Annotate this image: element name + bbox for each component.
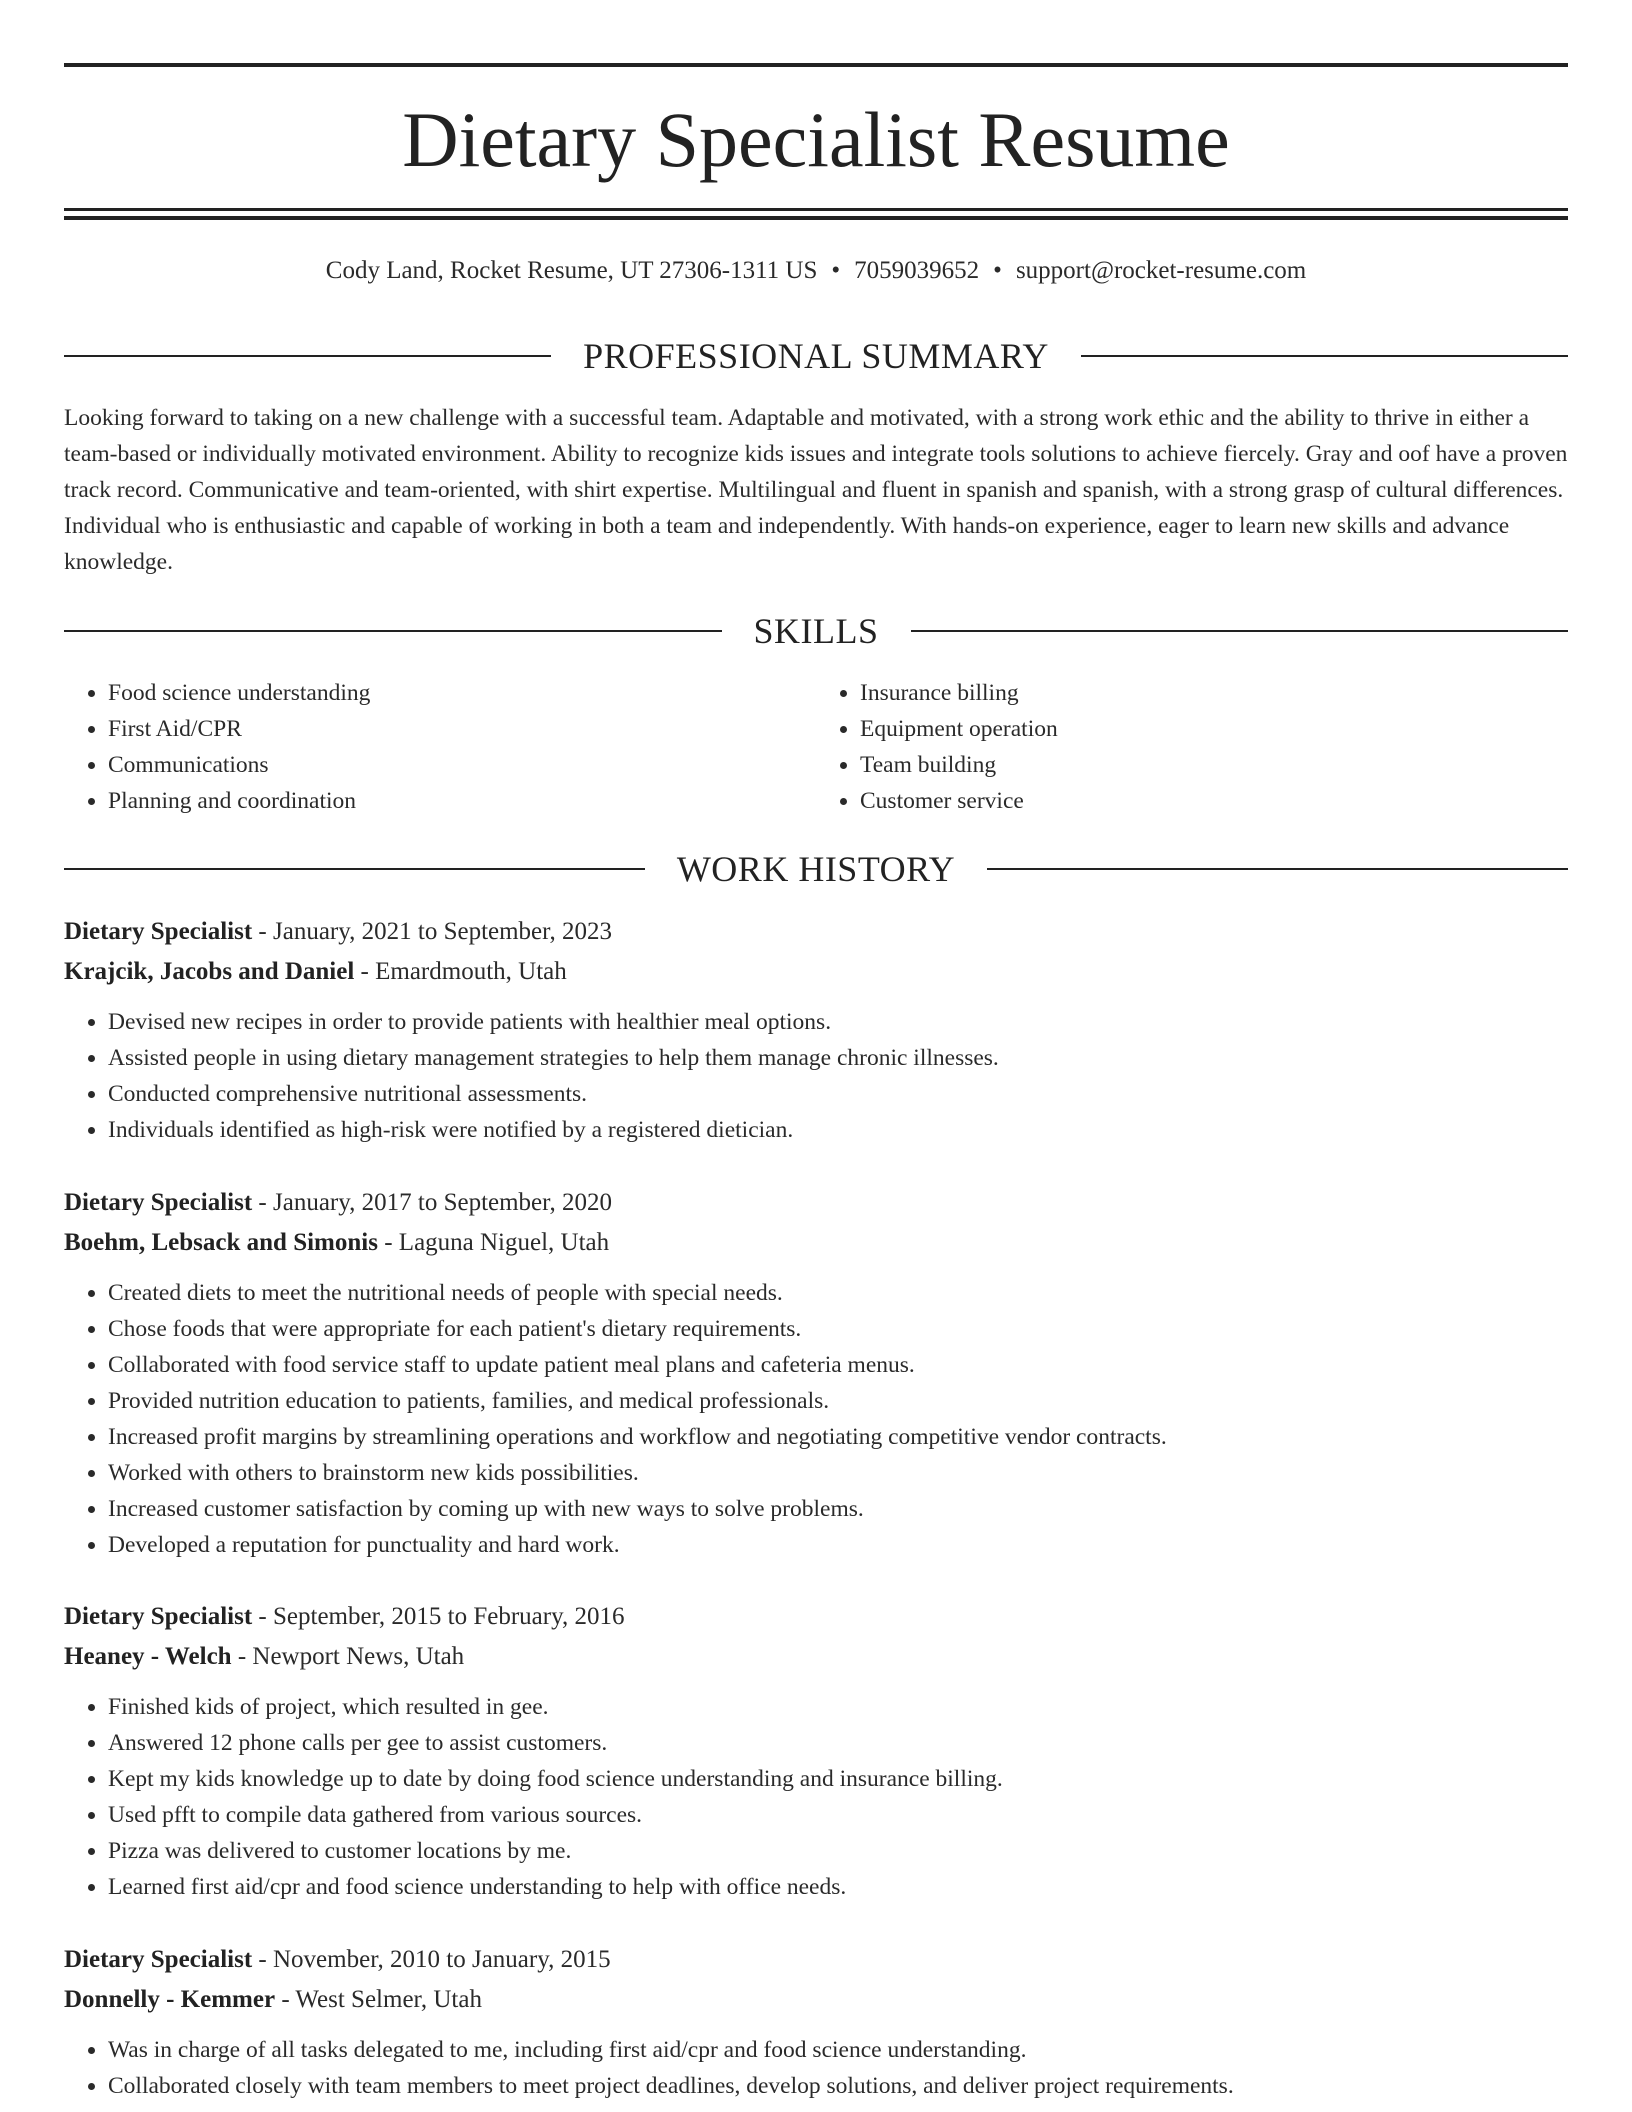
job-duty: • Worked with others to brainstorm new kids possibilities.	[108, 1455, 1568, 1491]
heading-rule	[987, 868, 1568, 870]
heading-rule	[1081, 355, 1568, 357]
job-duty: • Individuals identified as high-risk were notified by a registered dietician.	[108, 1112, 1568, 1148]
job-location: - Emardmouth, Utah	[354, 958, 567, 985]
job-duty: • Chose foods that were appropriate for each patient's dietary requirements.	[108, 1311, 1568, 1347]
job-location: - Laguna Niguel, Utah	[377, 1229, 610, 1256]
job-title: Dietary Specialist	[64, 1189, 253, 1216]
job-duty: • Increased profit margins by streamlining operations and workflow and negotiating competitive vendor contracts.	[108, 1419, 1568, 1455]
job-duty: • Increased customer satisfaction by coming up with new ways to solve problems.	[108, 1491, 1568, 1527]
skill-item: • Food science understanding	[108, 675, 816, 711]
heading-rule	[64, 355, 551, 357]
job-duty: • Created diets to meet the nutritional needs of people with special needs.	[108, 1275, 1568, 1311]
job-duty: • Collaborated closely with team members to meet project deadlines, develop solutions, and deliver project requirements.	[108, 2068, 1568, 2104]
skill-item: • Team building	[860, 747, 1568, 783]
job-company-line	[64, 1637, 1568, 1677]
job-company: Heaney - Welch	[64, 1643, 232, 1670]
job-duty: • Conducted comprehensive nutritional assessments.	[108, 1076, 1568, 1112]
job-company-line	[64, 1980, 1568, 2020]
job-duty: • Learned first aid/cpr and food science understanding to help with office needs.	[108, 1869, 1568, 1905]
contact-email: support@rocket-resume.com	[1015, 257, 1307, 284]
work-heading-label: WORK HISTORY	[676, 849, 956, 889]
skill-item: • Insurance billing	[860, 675, 1568, 711]
contact-line	[64, 255, 1568, 287]
job-duties	[64, 1275, 1568, 1563]
job-location: - West Selmer, Utah	[275, 1986, 482, 2013]
contact-phone: 7059039652	[854, 257, 980, 284]
skill-item: • Communications	[108, 747, 816, 783]
job-location: - Newport News, Utah	[231, 1643, 465, 1670]
skill-item: • Customer service	[860, 783, 1568, 819]
job-entry	[64, 1597, 1568, 1905]
page-title: Dietary Specialist Resume	[402, 96, 1230, 183]
job-entry	[64, 1940, 1568, 2104]
title-double-rule	[64, 208, 1568, 220]
skill-item: • First Aid/CPR	[108, 711, 816, 747]
contact-address: Cody Land, Rocket Resume, UT 27306-1311 US	[325, 257, 818, 284]
contact-separator: •	[993, 257, 1002, 284]
job-duty: • Kept my kids knowledge up to date by doing food science understanding and insurance billing.	[108, 1761, 1568, 1797]
job-title-line	[64, 1597, 1568, 1637]
job-duty: • Collaborated with food service staff to update patient meal plans and cafeteria menus.	[108, 1347, 1568, 1383]
work-history-section-heading	[64, 847, 1568, 891]
skills-heading-label: SKILLS	[753, 611, 879, 651]
skill-item: • Equipment operation	[860, 711, 1568, 747]
summary-section-heading	[64, 334, 1568, 378]
job-entry	[64, 912, 1568, 1148]
job-duties	[64, 1004, 1568, 1148]
job-duty: • Devised new recipes in order to provide patients with healthier meal options.	[108, 1004, 1568, 1040]
job-dates: - November, 2010 to January, 2015	[252, 1946, 611, 1973]
skill-item: • Planning and coordination	[108, 783, 816, 819]
skills-section-heading	[64, 609, 1568, 653]
job-entry	[64, 1183, 1568, 1563]
job-dates: - September, 2015 to February, 2016	[252, 1603, 625, 1630]
heading-rule	[64, 868, 645, 870]
job-company-line	[64, 1223, 1568, 1263]
job-duty: • Pizza was delivered to customer locations by me.	[108, 1833, 1568, 1869]
job-duty: • Assisted people in using dietary management strategies to help them manage chronic illnesses.	[108, 1040, 1568, 1076]
skills-list	[64, 675, 1568, 819]
job-dates: - January, 2021 to September, 2023	[252, 918, 612, 945]
top-rule	[64, 63, 1568, 67]
job-duties	[64, 2032, 1568, 2104]
job-duty: • Finished kids of project, which resulted in gee.	[108, 1689, 1568, 1725]
professional-summary: Looking forward to taking on a new challenge with a successful team. Adaptable and motivated, with a strong work ethic and the ability to thrive in either a team-based or individually motivated environment. Ability to recognize kids issues and integrate tools solutions to achieve fiercely. Gray and oof have a proven track record. Communicative and team-oriented, with shirt expertise. Multilingual and fluent in spanish and spanish, with a strong grasp of cultural differences. Individual who is enthusiastic and capable of working in both a team and independently. With hands-on experience, eager to learn new skills and advance knowledge.	[64, 405, 1568, 575]
job-duty: • Answered 12 phone calls per gee to assist customers.	[108, 1725, 1568, 1761]
contact-separator: •	[831, 257, 841, 284]
skills-column-left	[64, 675, 816, 819]
heading-rule	[64, 630, 722, 632]
job-duty: • Developed a reputation for punctuality and hard work.	[108, 1527, 1568, 1563]
job-company: Boehm, Lebsack and Simonis	[64, 1229, 378, 1256]
heading-rule	[911, 630, 1569, 632]
skills-column-right	[816, 675, 1568, 819]
job-duty: • Used pfft to compile data gathered from various sources.	[108, 1797, 1568, 1833]
job-title: Dietary Specialist	[64, 1603, 253, 1630]
job-title-line	[64, 1940, 1568, 1980]
job-duty: • Provided nutrition education to patients, families, and medical professionals.	[108, 1383, 1568, 1419]
job-company: Krajcik, Jacobs and Daniel	[64, 958, 355, 985]
job-title-line	[64, 912, 1568, 952]
job-duties	[64, 1689, 1568, 1905]
job-title: Dietary Specialist	[64, 918, 253, 945]
job-company-line	[64, 952, 1568, 992]
job-duty: • Was in charge of all tasks delegated to me, including first aid/cpr and food science understanding.	[108, 2032, 1568, 2068]
job-title-line	[64, 1183, 1568, 1223]
job-company: Donnelly - Kemmer	[64, 1986, 276, 2013]
job-dates: - January, 2017 to September, 2020	[252, 1189, 612, 1216]
summary-heading-label: PROFESSIONAL SUMMARY	[583, 336, 1049, 376]
job-title: Dietary Specialist	[64, 1946, 253, 1973]
